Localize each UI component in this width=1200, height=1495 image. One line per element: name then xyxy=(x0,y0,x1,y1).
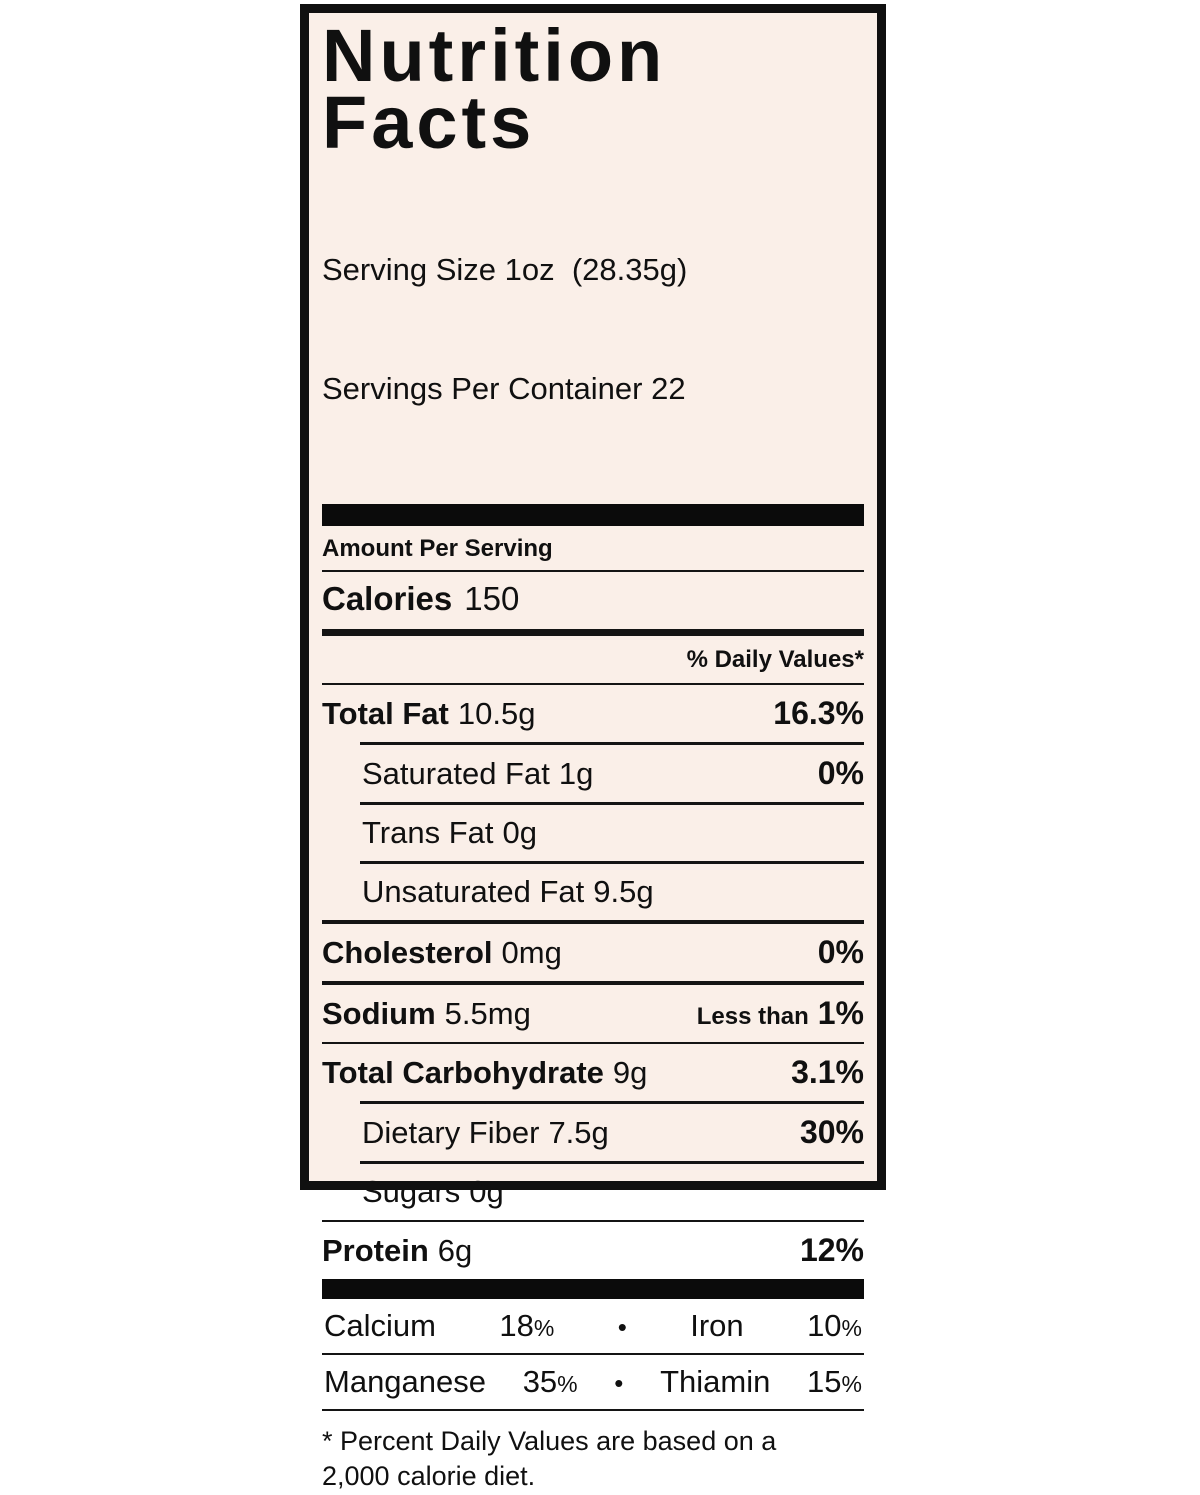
nutrient-name: Sodium xyxy=(322,995,436,1031)
footnote-line-2: 2,000 calorie diet. xyxy=(322,1461,536,1492)
bullet-separator: • xyxy=(617,1311,627,1342)
nutrient-row-saturated-fat xyxy=(322,745,864,802)
nutrient-amount: 1g xyxy=(558,755,594,791)
daily-values-header: % Daily Values* xyxy=(686,645,864,673)
serving-size: Serving Size 1oz (28.35g) xyxy=(322,251,688,287)
nutrition-facts-label xyxy=(300,4,886,1492)
nutrient-amount: 5.5mg xyxy=(444,995,531,1031)
servings-per-container: Servings Per Container 22 xyxy=(322,370,686,406)
nutrient-name: Dietary Fiber xyxy=(362,1114,540,1150)
nutrient-name: Protein xyxy=(322,1232,429,1268)
mineral-name: Calcium xyxy=(324,1307,436,1343)
rule xyxy=(322,1409,864,1411)
thick-separator-bar-top xyxy=(322,504,864,526)
calories-label: Calories xyxy=(322,579,453,617)
serving-info xyxy=(322,170,864,487)
percent-sign: % xyxy=(557,1370,578,1397)
nutrient-name-amount xyxy=(322,935,562,971)
nutrient-row-trans-fat xyxy=(322,805,864,861)
nutrient-row-protein xyxy=(322,1222,864,1279)
nutrient-amount: 9g xyxy=(612,1054,648,1090)
mineral-value-number: 10 xyxy=(807,1307,842,1343)
nutrient-name-amount xyxy=(322,1055,647,1091)
mineral-value-number: 15 xyxy=(807,1363,842,1399)
nutrient-daily-value: 3.1% xyxy=(791,1053,864,1090)
amount-per-serving-header: Amount Per Serving xyxy=(322,534,553,562)
nutrient-name: Total Carbohydrate xyxy=(322,1054,604,1090)
percent-sign: % xyxy=(533,1314,555,1341)
footnote-line-1: * Percent Daily Values are based on a xyxy=(322,1425,777,1456)
nutrient-daily-value: 0% xyxy=(817,933,864,970)
nutrient-name: Total Fat xyxy=(322,695,449,731)
mineral-name: Thiamin xyxy=(660,1363,771,1399)
nutrient-amount: 6g xyxy=(437,1232,473,1268)
nutrient-daily-value: 16.3% xyxy=(773,694,864,731)
nutrient-name: Sugars xyxy=(362,1173,461,1209)
footnote xyxy=(322,1424,864,1495)
nutrient-row-total-fat xyxy=(322,685,864,742)
mineral-value-number: 35 xyxy=(522,1363,558,1399)
title-line-2: Facts xyxy=(322,80,536,164)
label-title xyxy=(322,14,864,164)
nutrient-amount: 0g xyxy=(469,1173,504,1209)
mineral-name: Manganese xyxy=(324,1363,487,1399)
nutrient-daily-value: 12% xyxy=(799,1231,864,1268)
calories-value: 150 xyxy=(464,579,520,617)
mineral-row-calcium-iron xyxy=(322,1299,864,1353)
calories-row xyxy=(322,572,864,629)
nutrient-name-amount xyxy=(362,1115,609,1151)
nutrient-daily-value: 30% xyxy=(799,1113,864,1150)
nutrient-name-amount xyxy=(322,1233,472,1269)
nutrient-name: Unsaturated Fat xyxy=(362,873,585,909)
nutrient-amount: 0g xyxy=(502,814,537,850)
bullet-separator: • xyxy=(614,1367,624,1398)
nutrient-row-dietary-fiber xyxy=(322,1104,864,1161)
nutrient-row-total-carbohydrate xyxy=(322,1044,864,1101)
nutrient-daily-value-group xyxy=(697,995,864,1032)
percent-sign: % xyxy=(841,1314,862,1341)
mineral-value xyxy=(499,1308,554,1344)
nutrient-amount: 10.5g xyxy=(457,695,536,731)
nutrient-amount: 9.5g xyxy=(593,873,654,909)
nutrient-daily-value: 0% xyxy=(817,754,864,791)
nutrient-daily-value: 1% xyxy=(817,994,864,1031)
nutrient-name-amount xyxy=(322,996,531,1032)
title-line-1: Nutrition xyxy=(322,14,667,97)
mineral-value xyxy=(523,1364,578,1400)
nutrient-row-sodium xyxy=(322,985,864,1042)
nutrient-row-sugars xyxy=(322,1164,864,1220)
thick-separator-bar-bottom xyxy=(322,1279,864,1299)
percent-sign: % xyxy=(841,1370,862,1397)
nutrient-name-amount xyxy=(362,1174,504,1210)
nutrient-name: Saturated Fat xyxy=(362,755,550,791)
nutrient-name: Trans Fat xyxy=(362,814,494,850)
nutrient-name-amount xyxy=(362,756,593,792)
mineral-name: Iron xyxy=(690,1307,744,1343)
nutrient-row-unsaturated-fat xyxy=(322,864,864,920)
mineral-value xyxy=(807,1364,862,1400)
mineral-value xyxy=(807,1308,862,1344)
daily-value-qualifier: Less than xyxy=(696,1002,809,1030)
nutrient-name-amount xyxy=(322,696,535,732)
nutrient-name-amount xyxy=(362,815,537,851)
nutrient-amount: 7.5g xyxy=(548,1114,609,1150)
rule-thick xyxy=(322,629,864,636)
nutrient-row-cholesterol xyxy=(322,924,864,981)
mineral-value-number: 18 xyxy=(499,1307,534,1343)
nutrient-amount: 0mg xyxy=(501,934,562,970)
mineral-row-manganese-thiamin xyxy=(322,1355,864,1409)
nutrient-name: Cholesterol xyxy=(322,934,493,970)
nutrient-name-amount xyxy=(362,874,654,910)
